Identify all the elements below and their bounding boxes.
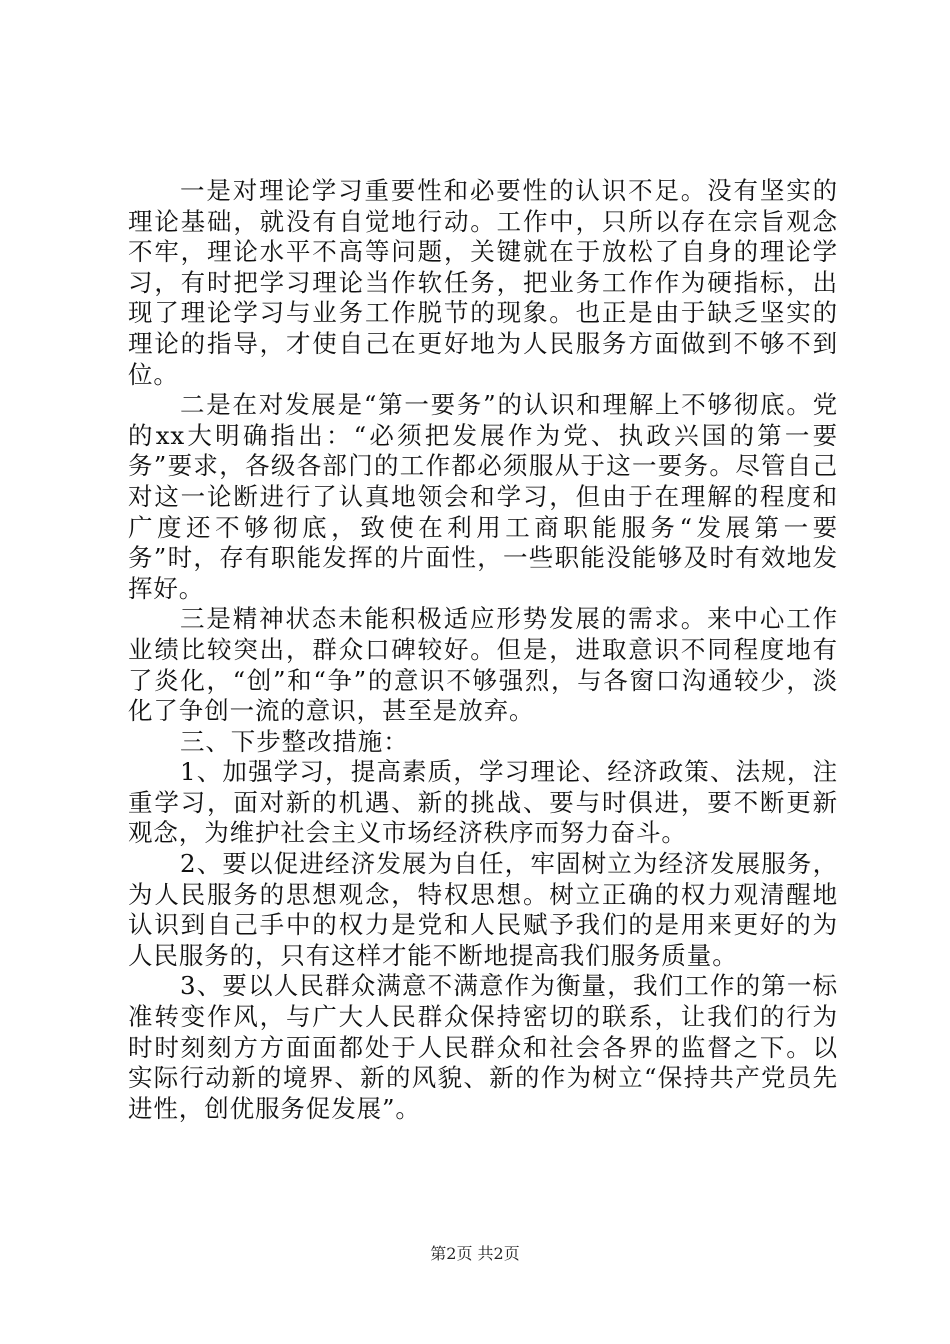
paragraph-development-priority: 二是在对发展是“第一要务”的认识和理解上不够彻底。党的xx大明确指出：“必须把发展作为党、执政兴国的第一要务”要求，各级各部门的工作都必须服从于这一要务。尽管自己对这一论断进行了认真地领会和学习，但由于在理解的程度和广度还不够彻底，致使在利用工商职能服务“发展第一要务”时，存有职能发挥的片面性，一些职能没能够及时有效地发挥好。 (128, 390, 838, 603)
document-body (128, 176, 838, 1124)
page-number-footer: 第2页 共2页 (430, 1244, 520, 1263)
measure-item-2: 2、要以促进经济发展为自任，牢固树立为经济发展服务，为人民服务的思想观念，特权思想。树立正确的权力观清醒地认识到自己手中的权力是党和人民赋予我们的是用来更好的为人民服务的，只有这样才能不断地提高我们服务质量。 (128, 849, 838, 970)
paragraph-awareness-of-theory: 一是对理论学习重要性和必要性的认识不足。没有坚实的理论基础，就没有自觉地行动。工作中，只所以存在宗旨观念不牢，理论水平不高等问题，关键就在于放松了自身的理论学习，有时把学习理论当作软任务，把业务工作作为硬指标，出现了理论学习与业务工作脱节的现象。也正是由于缺乏坚实的理论的指导，才使自己在更好地为人民服务方面做到不够不到位。 (128, 176, 838, 389)
section-heading-rectification: 三、下步整改措施： (180, 726, 409, 756)
paragraph-mental-state: 三是精神状态未能积极适应形势发展的需求。来中心工作业绩比较突出，群众口碑较好。但是，进取意识不同程度地有了炎化，“创”和“争”的意识不够强烈，与各窗口沟通较少，淡化了争创一流的意识，甚至是放弃。 (128, 604, 838, 726)
measure-item-3: 3、要以人民群众满意不满意作为衡量，我们工作的第一标准转变作风，与广大人民群众保持密切的联系，让我们的行为时时刻刻方方面面都处于人民群众和社会各界的监督之下。以实际行动新的境界、新的风貌、新的作为树立“保持共产党员先进性，创优服务促发展”。 (128, 971, 838, 1123)
measure-item-1: 1、加强学习，提高素质，学习理论、经济政策、法规，注重学习，面对新的机遇、新的挑战、要与时俱进，要不断更新观念，为维护社会主义市场经济秩序而努力奋斗。 (128, 757, 838, 848)
